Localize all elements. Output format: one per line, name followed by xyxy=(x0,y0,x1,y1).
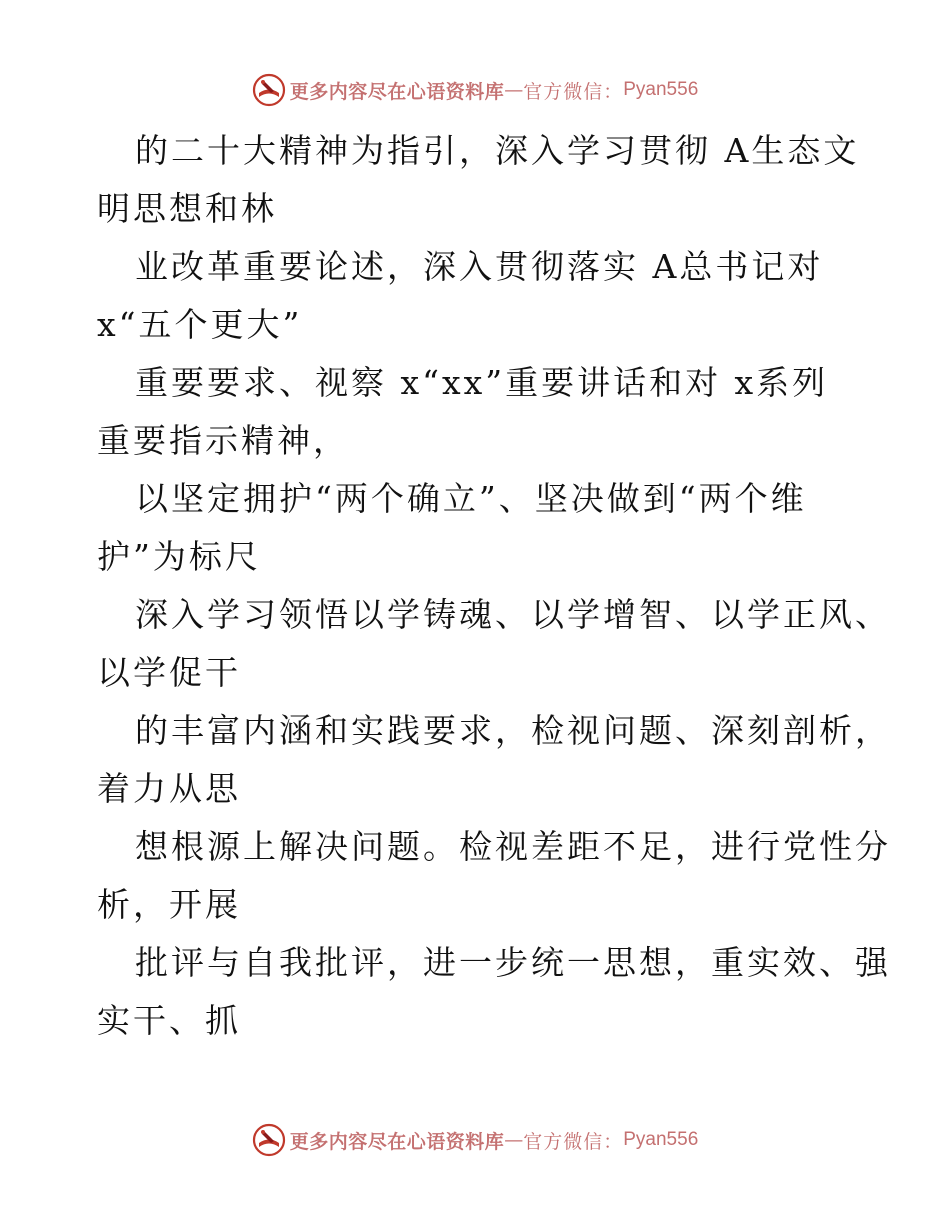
text-line: 以学促干 xyxy=(97,653,241,692)
separator: — xyxy=(504,1129,524,1151)
wechat-id: Pyan556 xyxy=(623,1129,699,1150)
promo-text: 更多内容尽在心语资料库 xyxy=(289,80,505,103)
separator: — xyxy=(504,79,524,101)
text-line: 的丰富内涵和实践要求，检视问题、深刻剖析， xyxy=(135,711,891,750)
footer-banner xyxy=(0,1120,950,1160)
text-line: 批评与自我批评，进一步统一思想，重实效、强 xyxy=(135,943,891,982)
text-line: 的二十大精神为指引，深入学习贯彻 A生态文 xyxy=(135,131,860,170)
text-line: x“五个更大” xyxy=(97,305,303,344)
book-logo-icon xyxy=(252,1123,286,1157)
wechat-id: Pyan556 xyxy=(623,79,699,100)
text-line: 析，开展 xyxy=(97,885,241,924)
text-line: 着力从思 xyxy=(97,769,241,808)
wechat-label: 官方微信： xyxy=(523,1130,624,1153)
text-line: 想根源上解决问题。检视差距不足，进行党性分 xyxy=(135,827,891,866)
text-line: 重要指示精神， xyxy=(97,421,349,460)
header-banner xyxy=(0,70,950,110)
document-body xyxy=(97,122,891,1050)
text-line: 重要要求、视察 x“xx”重要讲话和对 x系列 xyxy=(135,363,829,402)
text-line: 业改革重要论述，深入贯彻落实 A总书记对 xyxy=(135,247,824,286)
promo-text: 更多内容尽在心语资料库 xyxy=(289,1130,505,1153)
wechat-label: 官方微信： xyxy=(523,80,624,103)
book-logo-icon xyxy=(252,73,286,107)
text-line: 深入学习领悟以学铸魂、以学增智、以学正风、 xyxy=(135,595,891,634)
text-line: 护”为标尺 xyxy=(97,537,261,576)
text-line: 明思想和林 xyxy=(97,189,277,228)
text-line: 实干、抓 xyxy=(97,1001,241,1040)
text-line: 以坚定拥护“两个确立”、坚决做到“两个维 xyxy=(135,479,807,518)
